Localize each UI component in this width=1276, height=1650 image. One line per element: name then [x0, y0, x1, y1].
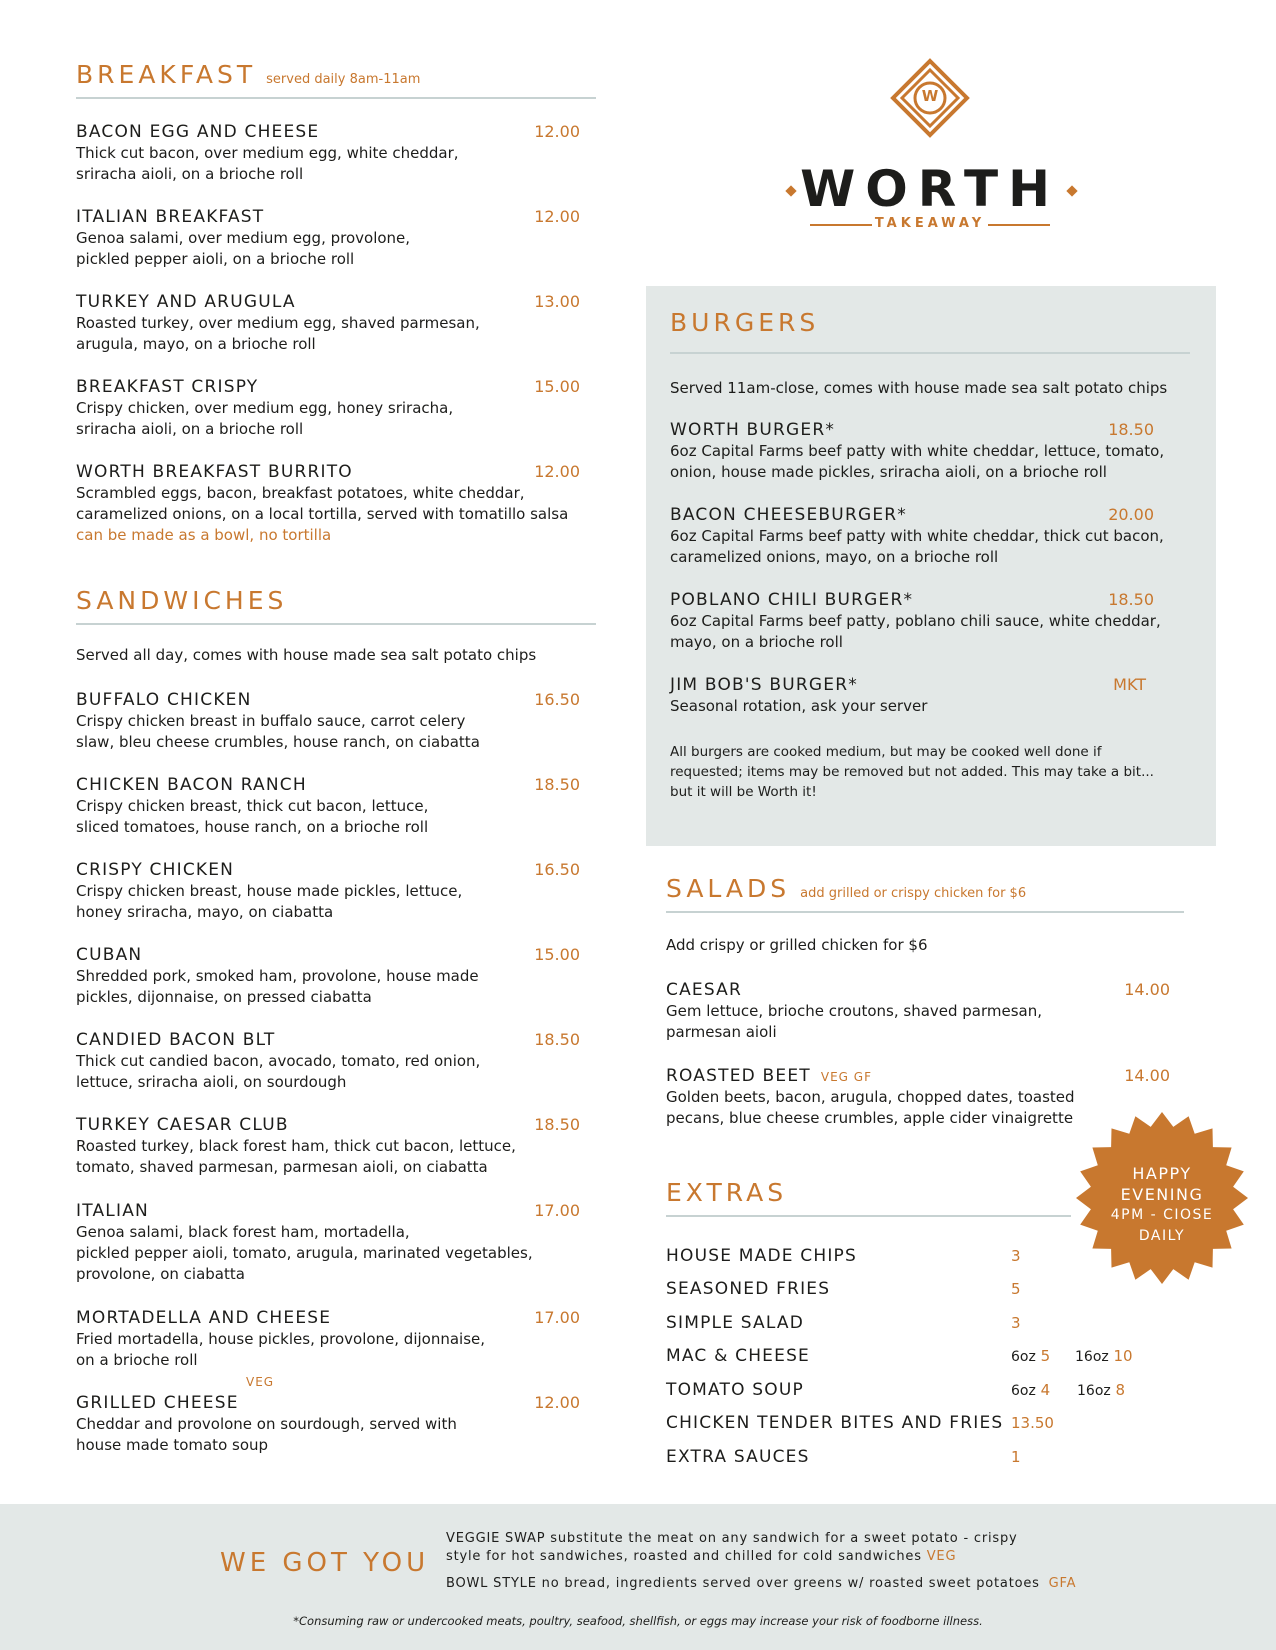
extra-price: 13.50: [1011, 1414, 1054, 1432]
item-desc: Crispy chicken breast in buffalo sauce, carrot celery: [76, 712, 466, 730]
item-name: TURKEY CAESAR CLUB: [76, 1115, 289, 1135]
item-name: BACON EGG AND CHEESE: [76, 122, 320, 142]
burgers-note: [670, 742, 1190, 802]
item-desc: Shredded pork, smoked ham, provolone, house made: [76, 967, 479, 985]
item-price: 18.50: [1108, 420, 1154, 439]
item-price: 14.00: [1124, 1066, 1170, 1085]
item-desc: lettuce, sriracha aioli, on sourdough: [76, 1073, 347, 1091]
size-price: 10: [1113, 1347, 1133, 1365]
item-desc: Cheddar and provolone on sourdough, served with: [76, 1415, 457, 1433]
item-desc: 6oz Capital Farms beef patty, poblano chili sauce, white cheddar,: [670, 612, 1161, 630]
extras-title: EXTRAS: [666, 1178, 788, 1207]
item-desc: Crispy chicken breast, thick cut bacon, lettuce,: [76, 797, 429, 815]
extra-price: 1: [1011, 1448, 1021, 1466]
extra-price: 5: [1011, 1280, 1021, 1298]
item-desc: sriracha aioli, on a brioche roll: [76, 165, 304, 183]
extra-name: EXTRA SAUCES: [666, 1447, 810, 1467]
breakfast-header: [76, 60, 596, 89]
item-desc: 6oz Capital Farms beef patty with white cheddar, thick cut bacon,: [670, 527, 1164, 545]
extra-row: [666, 1413, 1054, 1433]
item-price: 15.00: [534, 377, 580, 396]
breakfast-subtitle: served daily 8am-11am: [266, 72, 421, 87]
item-desc: tomato, shaved parmesan, parmesan aioli, on ciabatta: [76, 1158, 488, 1176]
menu-item: [76, 1308, 586, 1371]
item-desc: pecans, blue cheese crumbles, apple cider vinaigrette: [666, 1109, 1074, 1127]
item-name: ROASTED BEET: [666, 1066, 811, 1086]
extra-price: 3: [1011, 1247, 1021, 1265]
logo-dot-left: [785, 185, 796, 196]
item-desc: Gem lettuce, brioche croutons, shaved parmesan,: [666, 1002, 1043, 1020]
salads-intro: Add crispy or grilled chicken for $6: [666, 936, 928, 954]
item-price: 12.00: [534, 462, 580, 481]
breakfast-title: BREAKFAST: [76, 60, 257, 89]
salads-subtitle: add grilled or crispy chicken for $6: [800, 886, 1027, 901]
item-name: CRISPY CHICKEN: [76, 860, 235, 880]
item-desc: house made tomato soup: [76, 1436, 269, 1454]
item-price: 13.00: [534, 292, 580, 311]
veggie-swap-text-2: style for hot sandwiches, roasted and chilled for cold sandwiches: [446, 1549, 927, 1564]
extra-row: [666, 1447, 1021, 1467]
item-desc: 6oz Capital Farms beef patty with white cheddar, lettuce, tomato,: [670, 442, 1165, 460]
menu-item: [670, 420, 1190, 483]
extra-row: [666, 1279, 1021, 1299]
item-price: 16.50: [534, 860, 580, 879]
menu-item: [666, 980, 1186, 1043]
item-desc: mayo, on a brioche roll: [670, 633, 843, 651]
badge-line: EVENING: [1120, 1185, 1204, 1204]
menu-item: [76, 945, 586, 1008]
salads-header: [666, 874, 1186, 903]
item-name: GRILLED CHEESE: [76, 1393, 239, 1413]
extra-size-price: [1011, 1381, 1050, 1399]
item-name: WORTH BREAKFAST BURRITO: [76, 462, 353, 482]
gfa-tag: GFA: [1048, 1576, 1077, 1591]
burgers-rule: [670, 352, 1190, 354]
happy-evening-badge: [1074, 1110, 1250, 1286]
item-desc: Golden beets, bacon, arugula, chopped dates, toasted: [666, 1088, 1075, 1106]
item-desc: Thick cut candied bacon, avocado, tomato, red onion,: [76, 1052, 481, 1070]
burgers-note-line: but it will be Worth it!: [670, 784, 817, 800]
burgers-note-line: requested; items may be removed but not added. This may take a bit...: [670, 764, 1154, 780]
item-desc: Thick cut bacon, over medium egg, white cheddar,: [76, 144, 459, 162]
item-desc: Genoa salami, over medium egg, provolone,: [76, 229, 411, 247]
disclaimer: *Consuming raw or undercooked meats, poultry, seafood, shellfish, or eggs may increase your risk of foodborne illness.: [293, 1614, 983, 1628]
item-desc: Roasted turkey, over medium egg, shaved parmesan,: [76, 314, 480, 332]
menu-item: [76, 860, 586, 923]
logo-line-left: [810, 224, 872, 226]
item-price: 14.00: [1124, 980, 1170, 999]
worth-logo: [770, 58, 1090, 238]
item-desc: slaw, bleu cheese crumbles, house ranch, on ciabatta: [76, 733, 480, 751]
menu-item: [76, 292, 586, 355]
menu-item: [670, 505, 1190, 568]
extra-row: [666, 1313, 1021, 1333]
item-desc: onion, house made pickles, sriracha aioli, on a brioche roll: [670, 463, 1107, 481]
size-label: 6oz: [1011, 1349, 1036, 1365]
extra-name: TOMATO SOUP: [666, 1380, 804, 1400]
logo-letter: W: [921, 87, 939, 105]
size-label: 6oz: [1011, 1383, 1036, 1399]
item-desc: honey sriracha, mayo, on ciabatta: [76, 903, 334, 921]
extra-name: SEASONED FRIES: [666, 1279, 831, 1299]
size-price: 5: [1040, 1347, 1051, 1365]
item-price: 18.50: [534, 1030, 580, 1049]
logo-tagline: TAKEAWAY: [874, 216, 986, 231]
burgers-title: BURGERS: [670, 308, 820, 337]
menu-item: [76, 690, 586, 753]
logo-name: WORTH: [800, 160, 1060, 218]
menu-item: [76, 1201, 586, 1285]
item-name: MORTADELLA AND CHEESE: [76, 1308, 332, 1328]
veggie-swap: [446, 1530, 1046, 1566]
item-desc: Scrambled eggs, bacon, breakfast potatoes, white cheddar,: [76, 484, 525, 502]
menu-item: [76, 1375, 586, 1456]
sandwiches-title: SANDWICHES: [76, 586, 288, 615]
logo-line-right: [988, 224, 1050, 226]
extra-row: [666, 1380, 1126, 1400]
item-name: CAESAR: [666, 980, 742, 1000]
item-name: CANDIED BACON BLT: [76, 1030, 276, 1050]
badge-text: [1074, 1163, 1250, 1247]
item-price: 18.50: [1108, 590, 1154, 609]
extra-price: 3: [1011, 1314, 1021, 1332]
item-desc: Roasted turkey, black forest ham, thick cut bacon, lettuce,: [76, 1137, 516, 1155]
salads-rule: [666, 911, 1184, 913]
item-desc: sliced tomatoes, house ranch, on a brioche roll: [76, 818, 429, 836]
burgers-intro: Served 11am-close, comes with house made sea salt potato chips: [670, 379, 1168, 397]
sandwiches-rule: [76, 623, 596, 625]
item-price: 16.50: [534, 690, 580, 709]
extra-size-price: [1075, 1347, 1133, 1365]
extras-section: [666, 1178, 1076, 1217]
menu-item: [76, 377, 586, 440]
item-name: BUFFALO CHICKEN: [76, 690, 252, 710]
item-name: BREAKFAST CRISPY: [76, 377, 259, 397]
extra-name: MAC & CHEESE: [666, 1346, 811, 1366]
extra-name: SIMPLE SALAD: [666, 1313, 805, 1333]
item-desc: Crispy chicken, over medium egg, honey sriracha,: [76, 399, 454, 417]
item-desc: caramelized onions, on a local tortilla, served with tomatillo salsa: [76, 505, 569, 523]
bowl-style-text: no bread, ingredients served over greens w/ roasted sweet potatoes: [536, 1576, 1045, 1591]
extra-size-price: [1077, 1381, 1125, 1399]
item-desc: Genoa salami, black forest ham, mortadella,: [76, 1223, 410, 1241]
item-desc: caramelized onions, mayo, on a brioche roll: [670, 548, 999, 566]
breakfast-rule: [76, 97, 596, 99]
item-price: 12.00: [534, 1393, 580, 1412]
burgers-panel: [646, 286, 1216, 846]
menu-item: [76, 1030, 586, 1093]
veg-tag: VEG: [926, 1549, 957, 1564]
menu-item: [76, 775, 586, 838]
item-price: 17.00: [534, 1201, 580, 1220]
extra-name: CHICKEN TENDER BITES AND FRIES: [666, 1413, 1004, 1433]
item-name: POBLANO CHILI BURGER*: [670, 590, 914, 610]
menu-item: [76, 1115, 586, 1178]
veg-tag: VEG: [246, 1375, 275, 1389]
item-price: 20.00: [1108, 505, 1154, 524]
item-name: CHICKEN BACON RANCH: [76, 775, 307, 795]
size-label: 16oz: [1075, 1349, 1109, 1365]
size-price: 8: [1115, 1381, 1126, 1399]
item-desc: Fried mortadella, house pickles, provolone, dijonnaise,: [76, 1330, 486, 1348]
bowl-style-label: BOWL STYLE: [446, 1576, 537, 1591]
footer-title: WE GOT YOU: [220, 1548, 430, 1578]
badge-line: 4PM - CIOSE: [1110, 1207, 1214, 1223]
badge-line: DAILY: [1138, 1228, 1186, 1244]
item-name: JIM BOB'S BURGER*: [670, 675, 858, 695]
item-desc: pickles, dijonnaise, on pressed ciabatta: [76, 988, 372, 1006]
item-price: 17.00: [534, 1308, 580, 1327]
item-desc: Seasonal rotation, ask your server: [670, 697, 928, 715]
item-price: 18.50: [534, 1115, 580, 1134]
sandwiches-intro: Served all day, comes with house made sea salt potato chips: [76, 646, 537, 664]
extra-name: HOUSE MADE CHIPS: [666, 1246, 857, 1266]
breakfast-section: [76, 60, 596, 99]
item-price: 15.00: [534, 945, 580, 964]
item-desc: sriracha aioli, on a brioche roll: [76, 420, 304, 438]
extra-size-price: [1011, 1347, 1050, 1365]
menu-item: [76, 122, 586, 185]
salads-title: SALADS: [666, 874, 791, 903]
item-desc: Crispy chicken breast, house made pickles, lettuce,: [76, 882, 463, 900]
extra-row: [666, 1246, 1021, 1266]
extra-row: [666, 1346, 1133, 1366]
item-desc: pickled pepper aioli, on a brioche roll: [76, 250, 355, 268]
veggie-swap-label: VEGGIE SWAP: [446, 1531, 546, 1546]
bowl-style: [446, 1576, 1077, 1591]
item-desc: provolone, on ciabatta: [76, 1265, 245, 1283]
burgers-note-line: All burgers are cooked medium, but may be cooked well done if: [670, 744, 1102, 760]
item-price: MKT: [1113, 675, 1146, 694]
footer-band: [0, 1504, 1276, 1650]
menu-item: [76, 207, 586, 270]
item-name: WORTH BURGER*: [670, 420, 836, 440]
item-name: BACON CHEESEBURGER*: [670, 505, 907, 525]
item-name: ITALIAN BREAKFAST: [76, 207, 265, 227]
veggie-swap-text: substitute the meat on any sandwich for a sweet potato - crispy: [545, 1531, 1018, 1546]
item-name: CUBAN: [76, 945, 143, 965]
veg-gf-tag: VEG GF: [820, 1070, 872, 1084]
sandwiches-section: [76, 586, 596, 665]
menu-item: [670, 590, 1190, 653]
extras-rule: [666, 1215, 1071, 1217]
item-desc: on a brioche roll: [76, 1351, 198, 1369]
item-note: can be made as a bowl, no tortilla: [76, 526, 332, 544]
size-price: 4: [1040, 1381, 1051, 1399]
item-desc: parmesan aioli: [666, 1023, 777, 1041]
salads-section: [666, 874, 1186, 955]
item-desc: arugula, mayo, on a brioche roll: [76, 335, 316, 353]
menu-item: [76, 462, 586, 546]
item-name: TURKEY AND ARUGULA: [76, 292, 296, 312]
menu-item: [670, 675, 1190, 717]
item-price: 12.00: [534, 207, 580, 226]
logo-dot-right: [1066, 185, 1077, 196]
item-price: 18.50: [534, 775, 580, 794]
size-label: 16oz: [1077, 1383, 1111, 1399]
item-name: ITALIAN: [76, 1201, 149, 1221]
badge-line: HAPPY: [1132, 1164, 1192, 1183]
item-desc: pickled pepper aioli, tomato, arugula, marinated vegetables,: [76, 1244, 533, 1262]
item-price: 12.00: [534, 122, 580, 141]
